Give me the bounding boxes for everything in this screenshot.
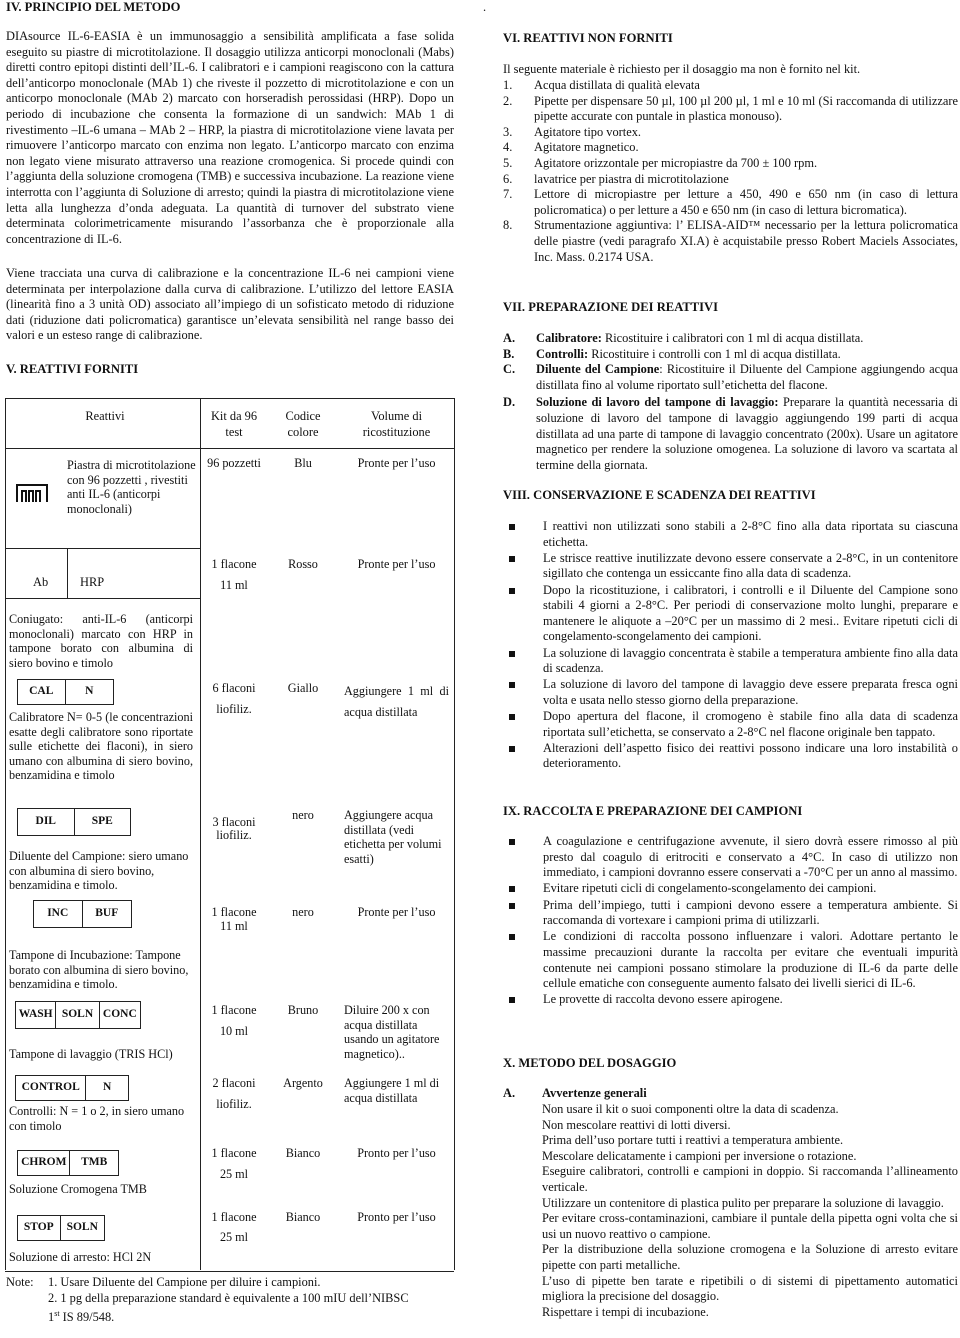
list-item <box>503 677 958 708</box>
item-number: 8. <box>503 218 513 233</box>
item-text: Evitare ripetuti cicli di congelamento-scongelamento dei campioni. <box>543 881 877 896</box>
reagent-qty: 6 flaconi <box>212 681 256 695</box>
reagent-volume: Pronto per l’uso <box>357 1146 436 1160</box>
list-item <box>503 898 958 929</box>
list-item <box>503 187 958 218</box>
item-bold: Diluente del Campione <box>536 362 660 377</box>
item-text: Prima dell’impiego, tutti i campioni devono essere a temperatura ambiente. Si raccomanda di vortexare i campioni prima di utilizzarli. <box>543 897 958 928</box>
item-number: 5. <box>503 155 513 170</box>
list-item <box>503 172 958 188</box>
item-text: Le strisce reattive inutilizzate devono essere conservate a 2-8°C, in un contenitore sigillato che contenga un essiccante fino alla data di scadenza. <box>543 550 958 581</box>
square-bullet-icon <box>509 714 515 720</box>
list-item <box>503 834 958 881</box>
item-text: Agitatore magnetico. <box>534 140 639 155</box>
item-text: Acqua distillata di qualità elevata <box>534 78 700 92</box>
reagent-desc: Controlli: N = 1 o 2, in siero umano con timolo <box>9 1104 185 1133</box>
list-item <box>503 140 958 156</box>
table-border-right <box>454 398 455 1270</box>
list-item <box>503 331 958 347</box>
reattivi-intro: Il seguente materiale è richiesto per il dosaggio ma non è fornito nel kit. <box>503 62 861 76</box>
item-text <box>536 347 958 363</box>
list-item: Rispettare i tempi di incubazione. <box>542 1304 709 1319</box>
list-item <box>503 929 958 991</box>
row-rule <box>5 548 201 549</box>
list-item <box>503 741 958 772</box>
label-buf: BUF <box>95 907 119 920</box>
square-bullet-icon <box>509 682 515 688</box>
list-item: Non usare il kit o suoi componenti oltre la data di scadenza. <box>542 1102 839 1116</box>
item-rest: Ricostituire i controlli con 1 ml di acqua distillata. <box>588 346 841 361</box>
label-inc: INC <box>34 901 83 927</box>
list-item <box>503 395 958 473</box>
reagent-qty: 1 flacone <box>211 1003 257 1017</box>
header-codice: Codice colore <box>285 409 321 439</box>
label-control: CONTROL <box>16 1076 86 1100</box>
label-box-inc <box>33 900 132 928</box>
principio-paragraph-1: DIAsource IL-6-EASIA è un immunosaggio a sensibilità amplificata a fase solida eseguito su piastre di microtitolazione. Il dosaggio utilizza anticorpi monoclonali (Mabs) diretti contro epitopi distinti dell’IL-6. I calibratori e i campioni reagiscono con la cattura dell’anticorpo monoclonale (MAb 1) che riveste il pozzetto di microtitolazione e con un anticorpo monoclonale (MAb 2) marcato con horseradish perossidasi (HRP). Dopo un periodo di incubazione che consenta la formazione di un sandwich: MAb 1 di rivestimento –IL-6 umana – MAb 2 – HRP, la piastra di microtitolazione viene lavata per rimuovere l’anticorpo marcato con enzima non legato. L’anticorpo marcato con enzima non legato viene misurato attraverso una reazione cromogenica. Si procede quindi con l’aggiunta della soluzione cromogena (TMB) e successiva incubazione. La reazione viene interrotta con l’aggiunta di Soluzione di arresto; quindi la piastra di microtitolazione viene letta alla lunghezza d’onda adeguata. La quantità di turnover del substrato viene determinata colorimetricamente misurando l’assorbanza che è proporzionale alla concentrazione di IL-6. <box>6 29 454 246</box>
square-bullet-icon <box>509 651 515 657</box>
square-bullet-icon <box>509 524 515 530</box>
list-item <box>503 519 958 550</box>
table-header-rule <box>5 448 455 449</box>
reagent-color: Bianco <box>285 1210 321 1224</box>
square-bullet-icon <box>509 903 515 909</box>
list-item <box>503 881 958 897</box>
label-box-dil <box>17 808 131 836</box>
list-item <box>503 992 958 1008</box>
item-text: Le condizioni di raccolta possono influenzare i valori. Adottare pertanto le massime precauzioni durante la raccolta per evitare che eventuali impurità contenute nei campioni possano stimolare la produzione di IL-6 da parte delle cellule ematiche con conseguente aumento falsato dei livelli sierici di IL-6. <box>543 929 958 991</box>
reagent-qty-2: 10 ml <box>219 1024 249 1038</box>
item-text: Agitatore orizzontale per micropiastre da 700 ± 100 rpm. <box>534 155 818 170</box>
list-item: Per evitare cross-contaminazioni, cambiare il puntale della pipetta ogni volta che si usi un nuovo reattivo o campione. <box>542 1211 958 1241</box>
list-item: Utilizzare un contenitore di plastica pulito per preparare la soluzione di lavaggio. <box>542 1195 944 1210</box>
label-box-control <box>15 1075 129 1101</box>
square-bullet-icon <box>509 588 515 594</box>
reagent-qty: 3 flaconi <box>212 815 256 829</box>
reagent-color: Bianco <box>285 1146 321 1160</box>
reagent-color: Argento <box>283 1076 323 1090</box>
item-text: Alterazioni dell’aspetto fisico dei reattivi possono indicare una loro instabilità o deterioramento. <box>543 740 958 771</box>
reagent-qty-2: 25 ml <box>219 1167 249 1181</box>
label-box-stop <box>17 1215 105 1241</box>
reagent-qty: 96 pozzetti <box>207 456 261 470</box>
reagent-qty-2: liofiliz. <box>216 828 252 842</box>
item-text: Pipette per dispensare 50 µl, 100 µl 200 µl, 1 ml e 10 ml (Si raccomanda di utilizzare pipette accurate con puntale in plastica monouso). <box>534 93 958 124</box>
item-letter: B. <box>503 346 515 361</box>
list-item: Mescolare delicatamente i campioni per inversione o rotazione. <box>542 1148 857 1163</box>
reagent-volume: Diluire 200 x con acqua distillata usando un agitatore magnetico).. <box>344 1003 440 1061</box>
reagent-volume: Aggiungere acqua distillata (vedi etichetta per volumi esatti) <box>344 808 442 866</box>
reagent-color: Bruno <box>287 1003 319 1017</box>
item-text: I reattivi non utilizzati sono stabili a 2-8°C fino alla data riportata su ciascuna etichetta. <box>543 519 958 549</box>
reagent-desc: Diluente del Campione: siero umano con albumina di siero bovino, benzamidina e timolo. <box>9 849 189 893</box>
bullet-cell <box>503 881 543 897</box>
list-item <box>503 347 958 363</box>
square-bullet-icon <box>509 886 515 892</box>
label-hrp: HRP <box>80 575 105 589</box>
item-text: Agitatore tipo vortex. <box>534 124 642 139</box>
conservazione-list <box>503 519 958 773</box>
item-text: La soluzione di lavoro del tampone di lavaggio deve essere preparata fresca ogni volta e usata nello stesso giorno della preparazione. <box>543 677 958 707</box>
section-title-reattivi-forniti: V. REATTIVI FORNITI <box>6 362 139 376</box>
list-item <box>503 218 958 265</box>
label-box-cal <box>17 679 114 705</box>
principio-paragraph-2: Viene tracciata una curva di calibrazione e la concentrazione IL-6 nei campioni viene determinata per interpolazione dalla curva di calibrazione. L’utilizzo del lettore EASIA (linearità fino a 3 unità OD) associato all’impiego di un sofisticato metodo di riduzione dati (riduzione dati policromatica) garantisce un’elevata sensibilità nel range basso dei valori e un esteso range di calibrazione. <box>6 266 454 343</box>
section-title-reattivi-non-forniti: VI. REATTIVI NON FORNITI <box>503 31 673 45</box>
list-item: Eseguire calibratori, controlli e campioni in doppio. Si raccomanda l’allineamento verticale. <box>542 1164 958 1194</box>
label-n: N <box>85 685 94 698</box>
raccolta-list <box>503 834 958 1009</box>
bullet-cell <box>503 677 543 708</box>
reagent-color: Blu <box>294 456 312 470</box>
list-item: Non mescolare reattivi di lotti diversi. <box>542 1117 731 1132</box>
label-chrom: CHROM <box>18 1151 70 1175</box>
bullet-cell <box>503 519 543 550</box>
reagent-qty-2: 25 ml <box>219 1230 249 1244</box>
list-item <box>503 646 958 677</box>
item-text: Dopo la ricostituzione, i calibratori, i controlli e il Diluente del Campione sono stabili 4 giorni a 2-8°C. Per periodi di conservazione molto lunghi, preparare e mantenere le aliquote a –20°C per un massimo di 2 mesi.. Evitare ripetuti cicli di congelamento-scongelamento dei campioni. <box>543 582 958 644</box>
item-text: A coagulazione e centrifugazione avvenute, il siero dovrà essere rimosso al più presto dal coagulo di eritrociti e conservato a 4°C. In caso di utilizzo non immediato, i campioni dovranno essere conservati a -70°C per un anno al massimo. <box>543 834 958 880</box>
metodo-lines <box>542 1102 958 1320</box>
reagent-desc: Tampone di lavaggio (TRIS HCl) <box>9 1047 173 1061</box>
reagent-volume: Aggiungere 1 ml di acqua distillata <box>344 1076 440 1105</box>
list-item <box>503 709 958 740</box>
square-bullet-icon <box>509 746 515 752</box>
header-volume: Volume di ricostituzione <box>362 409 431 439</box>
list-item <box>503 551 958 582</box>
bullet-cell <box>503 834 543 881</box>
item-letter: A. <box>503 331 516 345</box>
cell-divider <box>67 549 68 598</box>
note-2: 2. 1 pg della preparazione standard è equivalente a 100 mIU dell’NIBSC <box>48 1291 409 1305</box>
item-text <box>536 362 958 393</box>
reagent-qty: 1 flacone <box>211 1210 257 1224</box>
note-label: Note: <box>6 1275 34 1289</box>
item-text: Strumentazione aggiuntiva: l’ ELISA-AID™ necessario per la lettura policromatica delle piastre (vedi paragrafo XI.A) è acquistabile presso Robert Maciels Associates, Inc. Mass. 0.2174 USA. <box>534 218 958 264</box>
list-item <box>503 94 958 125</box>
page-marker: . <box>483 0 487 14</box>
reagent-qty: 1 flacone <box>211 557 257 571</box>
item-number: 2. <box>503 93 513 108</box>
label-ab: Ab <box>33 575 49 589</box>
reagent-qty-2: liofiliz. <box>216 1097 252 1111</box>
label-dil: DIL <box>18 809 75 835</box>
reagent-qty: 2 flaconi <box>212 1076 256 1090</box>
label-conc: CONC <box>102 1008 137 1021</box>
bullet-cell <box>503 583 543 645</box>
label-box-chrom <box>17 1150 119 1176</box>
reagent-desc: Calibratore N= 0-5 (le concentrazioni esatte degli calibratore sono riportate sulle etichette dei flaconi), in siero umano con albumina di siero bovino, benzamidina e timolo <box>9 710 193 783</box>
item-number: 1. <box>503 78 513 92</box>
reagent-volume: Pronte per l’uso <box>357 557 436 571</box>
label-cal: CAL <box>18 680 66 704</box>
item-bold: Calibratore: <box>536 331 602 345</box>
reagent-color: Rosso <box>288 557 318 571</box>
square-bullet-icon <box>509 934 515 940</box>
bullet-cell <box>503 992 543 1008</box>
item-letter: C. <box>503 362 516 377</box>
item-rest: Preparare la quantità necessaria di soluzione di lavoro del tampone di lavaggio aggiungendo 199 parti di acqua distillata ad una parte di tampone di lavaggio concentrato (200x). Usare un agitatore magnetico per rendere la soluzione omogenea. La soluzione di lavoro va scartata al termine della giornata. <box>536 395 958 472</box>
item-text <box>536 395 958 473</box>
section-title-conservazione: VIII. CONSERVAZIONE E SCADENZA DEI REATTIVI <box>503 488 816 502</box>
item-number: 7. <box>503 187 513 202</box>
item-text: lavatrice per piastra di microtitolazione <box>534 171 729 186</box>
item-text: La soluzione di lavaggio concentrata è stabile a temperatura ambiente fino alla data di scadenza. <box>543 645 958 676</box>
reagent-desc: Coniugato: anti-IL-6 (anticorpi monoclonali) marcato con HRP in tampone borato con albumina di siero bovino e timolo <box>9 612 193 670</box>
bullet-cell <box>503 741 543 772</box>
reagent-qty-2: 11 ml <box>220 578 248 592</box>
metodo-sub-title: Avvertenze generali <box>542 1086 647 1100</box>
reagent-qty: 1 flacone <box>211 905 257 919</box>
bullet-cell <box>503 898 543 929</box>
item-bold: Controlli: <box>536 346 589 361</box>
list-item <box>503 125 958 141</box>
metodo-sub-letter: A. <box>503 1086 516 1100</box>
reagent-desc: Soluzione di arresto: HCl 2N <box>9 1250 152 1264</box>
square-bullet-icon <box>509 839 515 845</box>
reagent-desc: Tampone di Incubazione: Tampone borato con albumina di siero bovino, benzamidina e timolo. <box>9 948 189 992</box>
label-soln: SOLN <box>66 1221 98 1234</box>
label-n: N <box>103 1081 112 1094</box>
reagent-color: nero <box>292 905 314 919</box>
note-1: 1. Usare Diluente del Campione per diluire i campioni. <box>48 1275 321 1289</box>
item-bold: Soluzione di lavoro del tampone di lavaggio: <box>536 395 779 410</box>
list-item <box>503 362 958 393</box>
list-item <box>503 156 958 172</box>
label-box-wash <box>15 1001 141 1029</box>
item-rest: : Ricostituire il Diluente del Campione aggiungendo acqua distillata fino al volume riportato sull’etichetta del flacone. <box>536 362 959 392</box>
reagent-desc: Piastra di microtitolazione con 96 pozzetti , rivestiti anti IL-6 (anticorpi monoclonali) <box>67 458 196 516</box>
reagent-volume: Pronto per l’uso <box>357 1210 436 1224</box>
microplate-icon <box>15 482 49 504</box>
section-title-raccolta: IX. RACCOLTA E PREPARAZIONE DEI CAMPIONI <box>503 804 803 818</box>
reagent-color: nero <box>292 808 314 822</box>
item-number: 4. <box>503 140 513 155</box>
table-border-left <box>5 398 6 1270</box>
reagent-color: Giallo <box>287 681 319 695</box>
reagent-qty: 1 flacone <box>211 1146 257 1160</box>
list-item: Per la distribuzione della soluzione cromogena e la Soluzione di arresto evitare pipette con parti metalliche. <box>542 1242 958 1272</box>
label-soln: SOLN <box>56 1002 99 1028</box>
label-spe: SPE <box>91 815 113 828</box>
list-item: L’uso di pipette ben tarate e ripetibili o di sistemi di pipettamento automatici migliora la precisione del dosaggio. <box>542 1273 958 1304</box>
reagent-qty-2: liofiliz. <box>216 702 252 716</box>
row-rule <box>5 598 201 599</box>
header-kit: Kit da 96 test <box>210 409 258 439</box>
item-letter: D. <box>503 395 516 410</box>
label-tmb: TMB <box>81 1156 108 1169</box>
list-item <box>503 583 958 645</box>
reagent-volume: Pronte per l’uso <box>357 456 436 470</box>
bullet-cell <box>503 709 543 740</box>
reagent-volume: Aggiungere 1 ml di acqua distillata <box>344 684 449 719</box>
section-title-preparazione: VII. PREPARAZIONE DEI REATTIVI <box>503 300 719 314</box>
note-3: 1st IS 89/548. <box>48 1309 115 1325</box>
list-item <box>503 78 958 94</box>
square-bullet-icon <box>509 997 515 1003</box>
reagent-desc: Soluzione Cromogena TMB <box>9 1182 147 1196</box>
item-text <box>536 331 958 347</box>
bullet-cell <box>503 929 543 991</box>
item-text: Dopo apertura del flacone, il cromogeno è stabile fino alla data di scadenza riportata sull’etichetta, se conservato a 2-8°C nel flacone originale ben tappato. <box>543 709 958 739</box>
preparazione-list <box>503 331 958 473</box>
section-title-metodo: X. METODO DEL DOSAGGIO <box>503 1056 677 1070</box>
list-item: Prima dell’uso portare tutti i reattivi a temperatura ambiente. <box>542 1133 844 1148</box>
section-title-principio: IV. PRINCIPIO DEL METODO <box>6 0 181 14</box>
reagent-volume: Pronte per l’uso <box>357 905 436 919</box>
reagent-qty-2: 11 ml <box>220 919 248 933</box>
label-stop: STOP <box>18 1216 61 1240</box>
header-reattivi: Reattivi <box>85 409 125 423</box>
item-rest: Ricostituire i calibratori con 1 ml di acqua distillata. <box>601 331 864 345</box>
table-divider <box>200 398 201 1270</box>
label-wash: WASH <box>16 1002 56 1028</box>
bullet-cell <box>503 646 543 677</box>
reattivi-list <box>503 78 958 265</box>
item-number: 3. <box>503 124 513 139</box>
bullet-cell <box>503 551 543 582</box>
item-text: Lettore di micropiastre per letture a 450, 490 e 650 nm (in caso di lettura policromatica) o per letture a 450 e 650 nm (in caso di lettura bicromatica). <box>534 187 958 217</box>
item-text: Le provette di raccolta devono essere apirogene. <box>543 992 783 1007</box>
item-number: 6. <box>503 171 513 186</box>
square-bullet-icon <box>509 556 515 562</box>
